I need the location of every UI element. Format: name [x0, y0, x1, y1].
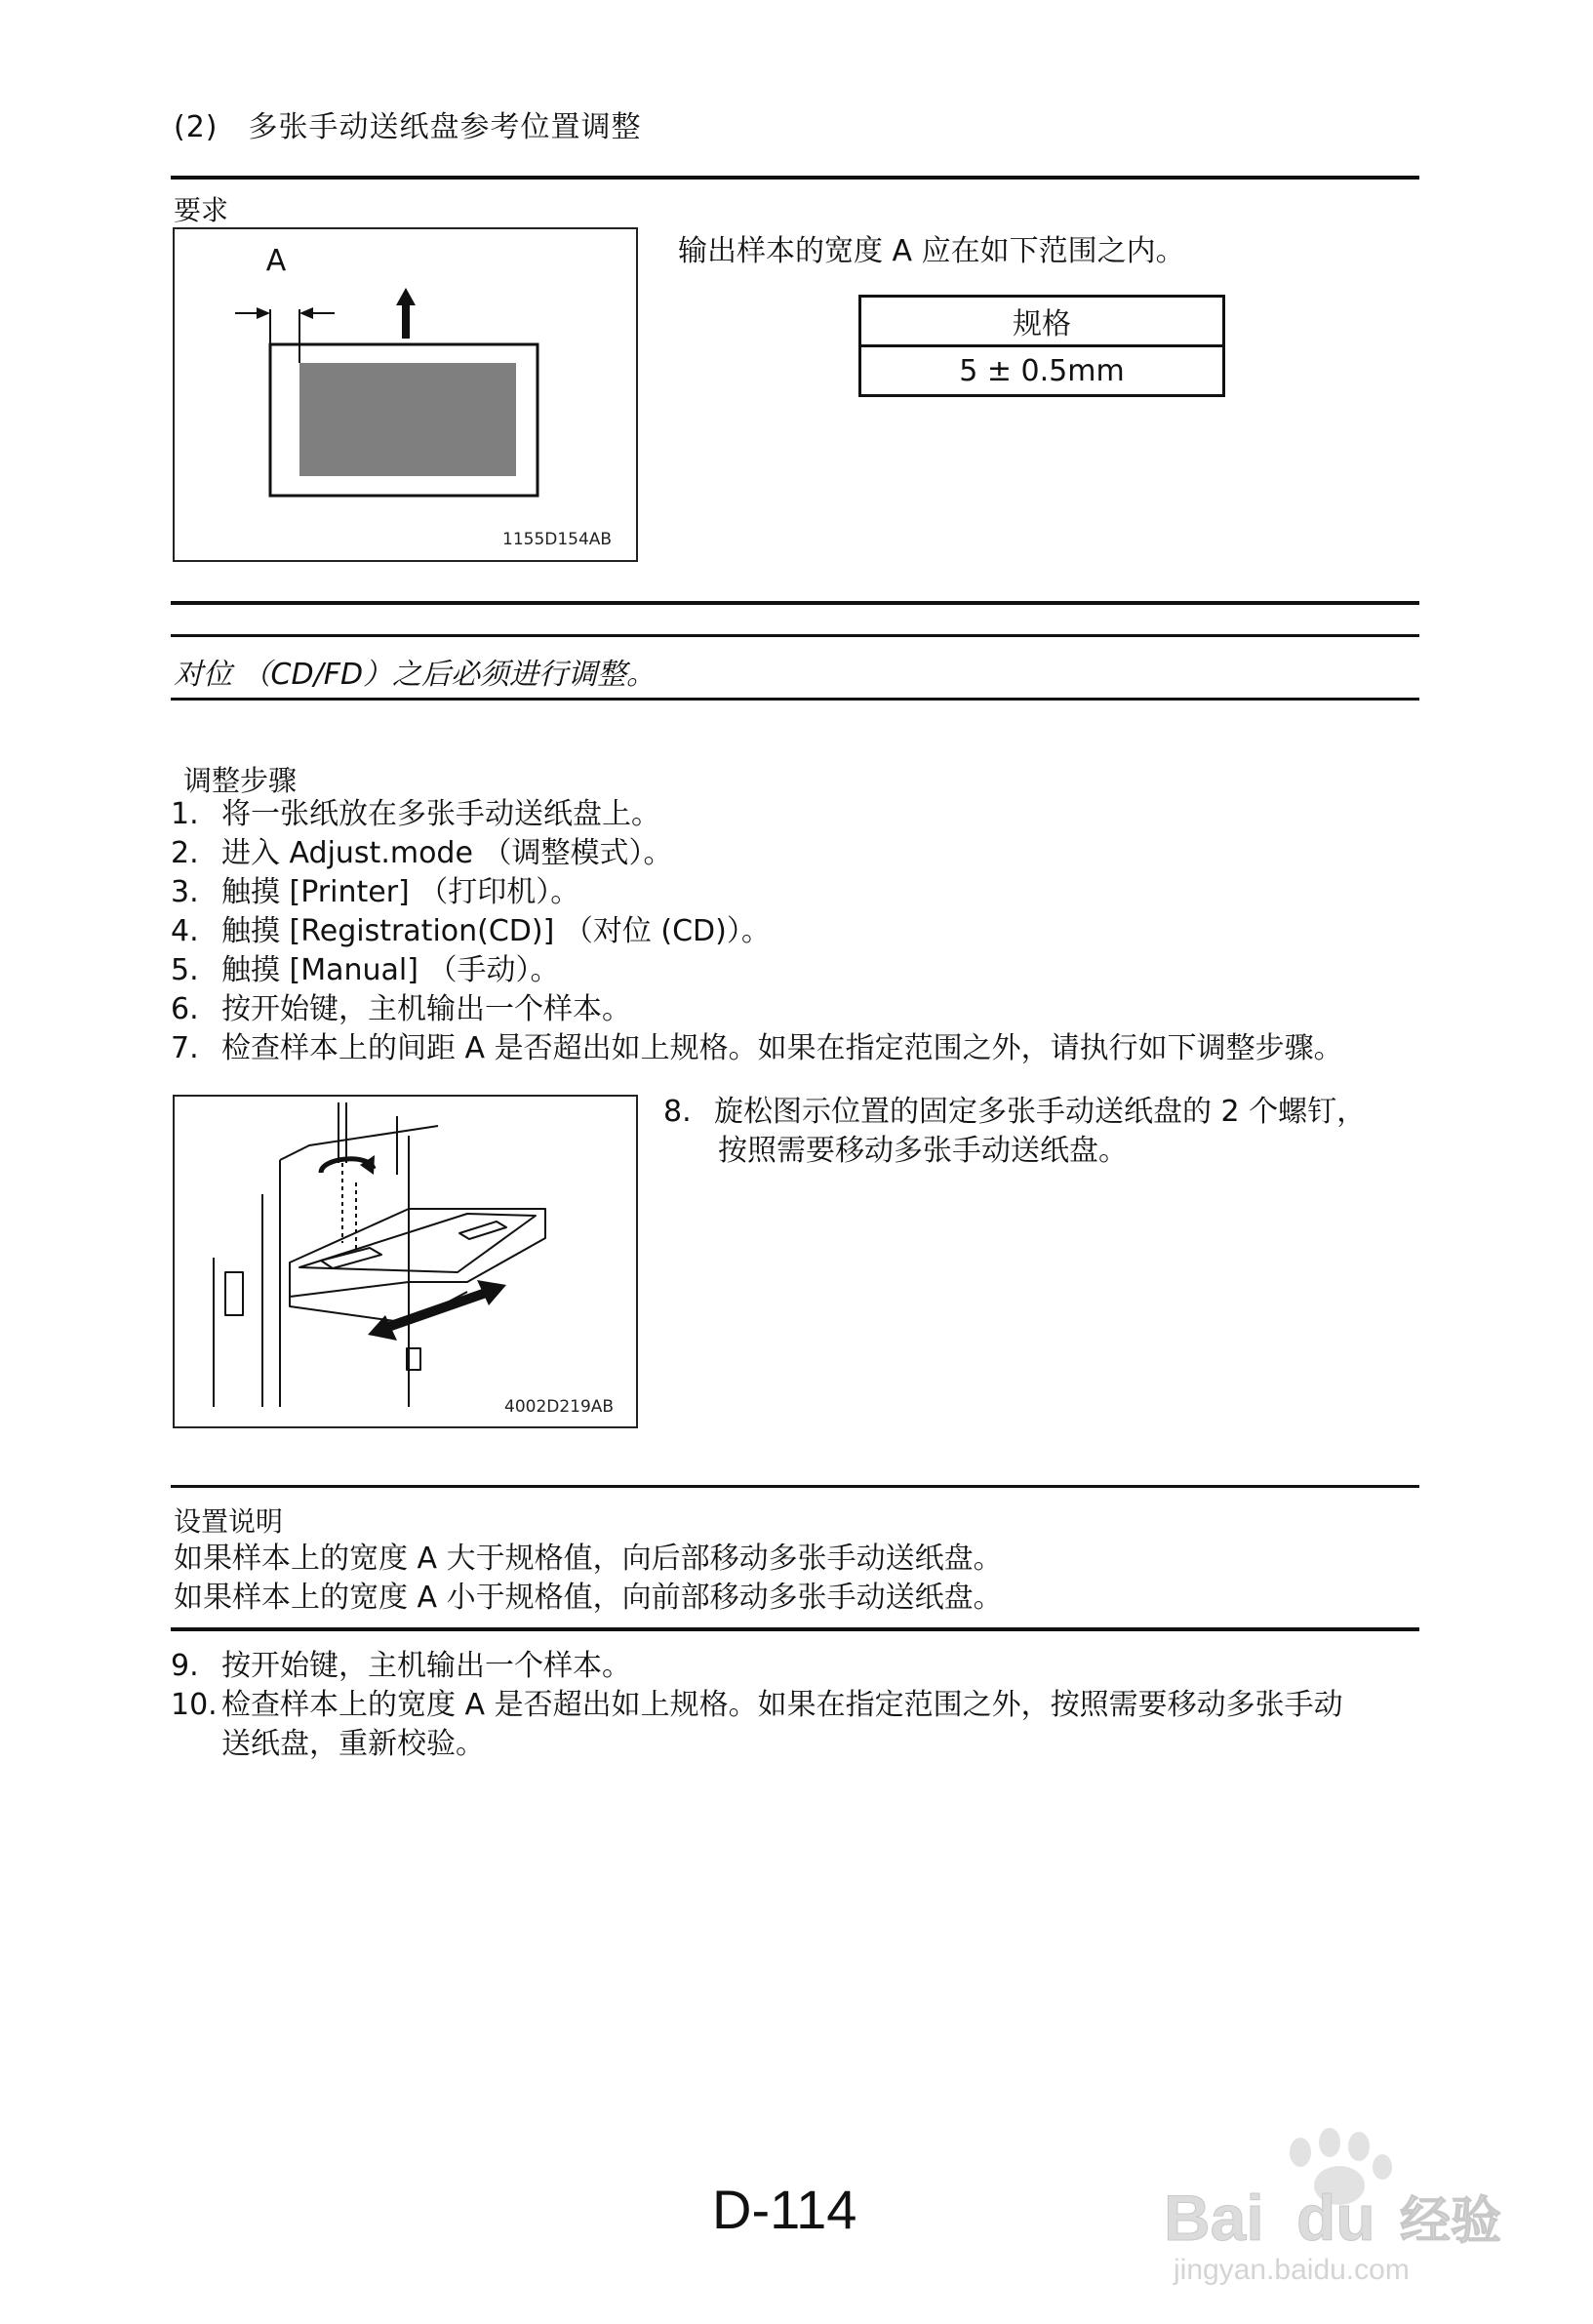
machine-top-edge [280, 1126, 438, 1160]
settings-line-1: 如果样本上的宽度 A 大于规格值，向后部移动多张手动送纸盘。 [174, 1542, 1003, 1576]
step-item: 4. 触摸 [Registration(CD)] （对位 (CD)）。 [171, 914, 771, 948]
side-latch [225, 1272, 243, 1315]
printed-area [299, 363, 516, 476]
spec-header: 规格 [860, 297, 1224, 346]
step-item: 3. 触摸 [Printer] （打印机）。 [171, 875, 580, 909]
step-item: 7. 检查样本上的间距 A 是否超出如上规格。如果在指定范围之外，请执行如下调整步骤。 [171, 1031, 1343, 1065]
step-8-line-2: 按照需要移动多张手动送纸盘。 [718, 1134, 1128, 1168]
divider-note-top [171, 634, 1419, 637]
watermark-svg [1144, 2113, 1554, 2289]
spec-table [858, 295, 1225, 397]
step-item: 2. 进入 Adjust.mode （调整模式）。 [171, 836, 673, 870]
divider-settings-bottom [171, 1627, 1419, 1631]
move-arrow-shaft [385, 1292, 489, 1328]
alignment-note: 对位 （CD/FD）之后必须进行调整。 [174, 658, 657, 692]
feed-direction-arrow-icon [396, 288, 416, 305]
page-number: D-114 [712, 2179, 857, 2240]
paper-guide-rear [459, 1222, 506, 1239]
figure-code-1: 1155D154AB [502, 530, 613, 549]
step-item: 1. 将一张纸放在多张手动送纸盘上。 [171, 797, 660, 831]
step-8-line-1: 8. 旋松图示位置的固定多张手动送纸盘的 2 个螺钉， [663, 1095, 1367, 1129]
watermark-brand-2: du [1296, 2182, 1375, 2254]
settings-title: 设置说明 [174, 1505, 284, 1538]
feed-arrow-shaft [402, 303, 410, 339]
step-10: 10. 检查样本上的宽度 A 是否超出如上规格。如果在指定范围之外，按照需要移动多张手动 [171, 1688, 1343, 1722]
procedure-steps [171, 795, 1343, 1068]
figure-margin-diagram [173, 227, 638, 562]
watermark-brand: Bai [1164, 2182, 1264, 2254]
step-9: 9. 按开始键，主机输出一个样本。 [171, 1649, 631, 1683]
figure-code-2: 4002D219AB [504, 1397, 615, 1417]
tray-body [290, 1209, 545, 1297]
section-title: (2) 多张手动送纸盘参考位置调整 [174, 110, 642, 144]
watermark-url: jingyan.baidu.com [1174, 2254, 1410, 2286]
bypass-tray-svg [175, 1097, 636, 1426]
watermark-brand-cn: 经验 [1400, 2192, 1502, 2251]
dimension-letter: A [265, 244, 287, 278]
dim-arrow-left-head [257, 307, 270, 319]
divider-settings-top [171, 1485, 1419, 1488]
requirement-text: 输出样本的宽度 A 应在如下范围之内。 [678, 234, 1185, 268]
steps-after [171, 1647, 1429, 1764]
figure-bypass-tray [173, 1095, 638, 1428]
divider-req-bottom [171, 601, 1419, 605]
step-8 [663, 1093, 1424, 1171]
baidu-jingyan-watermark [1144, 2113, 1554, 2289]
spec-value: 5 ± 0.5mm [860, 346, 1224, 396]
margin-diagram-svg [175, 229, 636, 560]
settings-line-2: 如果样本上的宽度 A 小于规格值，向前部移动多张手动送纸盘。 [174, 1581, 1003, 1615]
step-item: 5. 触摸 [Manual] （手动）。 [171, 953, 560, 987]
divider-note-bottom [171, 698, 1419, 701]
procedure-title: 调整步骤 [183, 764, 298, 797]
step-item: 6. 按开始键，主机输出一个样本。 [171, 992, 631, 1026]
requirement-label: 要求 [174, 194, 229, 226]
divider-top [171, 176, 1419, 180]
settings-lines [174, 1540, 1003, 1618]
step-10-continued: 送纸盘，重新校验。 [221, 1727, 485, 1761]
dim-arrow-right-head [299, 307, 313, 319]
